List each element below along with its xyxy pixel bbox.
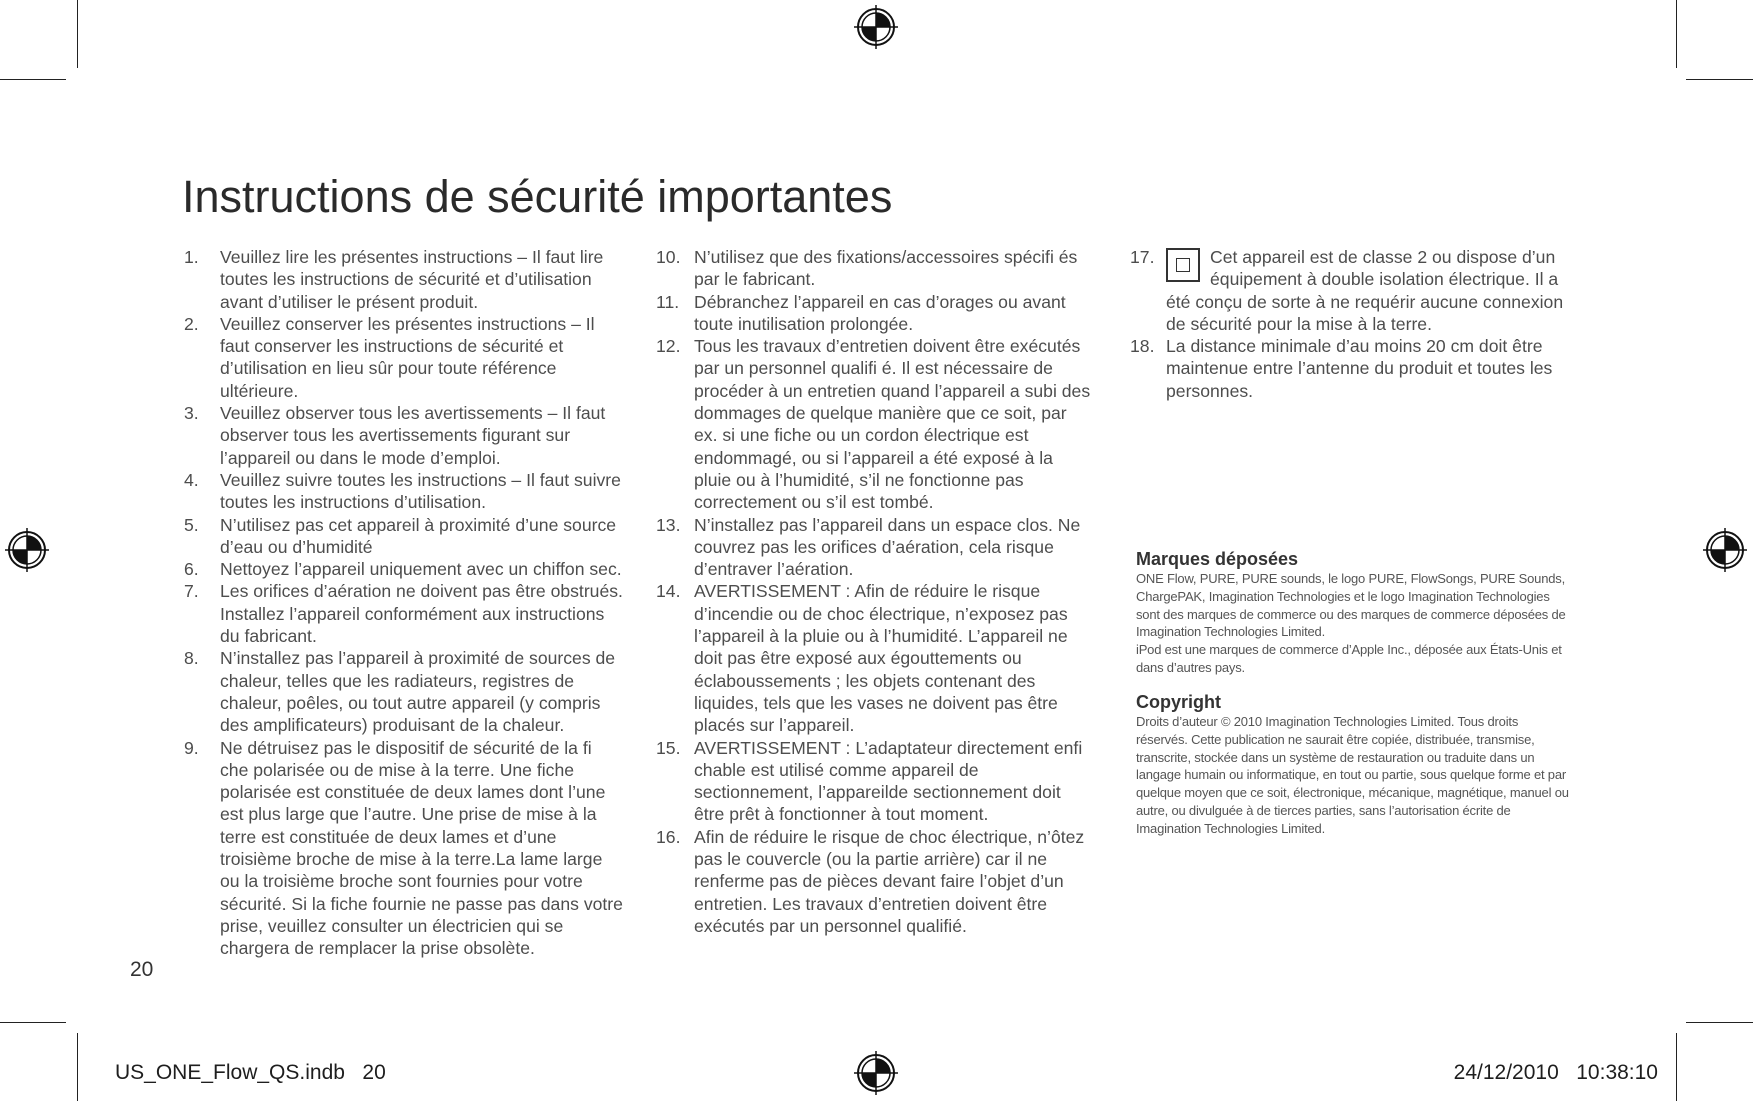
item-number: 16. <box>656 826 681 847</box>
page-title: Instructions de sécurité importantes <box>182 171 893 222</box>
item-number: 8. <box>184 648 199 669</box>
item-text: N’installez pas l’appareil dans un espace clos. Ne couvrez pas les orifices d’aération, cela risque d’entraver l’aération. <box>694 514 1081 580</box>
registration-mark-icon <box>854 5 898 49</box>
instructions-column-1 <box>184 246 624 960</box>
list-item <box>656 826 1092 937</box>
instructions-column-3 <box>1130 246 1570 402</box>
copyright-text: Droits d’auteur © 2010 Imagination Technologies Limited. Tous droits réservés. Cette publication ne saurait être copiée, distribuée, transmise, transcrite, stockée dans un système de restauration ou traduite dans un langage humain ou informatique, en tout ou partie, sous quelque forme et par quelque moyen que ce soit, électronique, mécanique, magnétique, manuel ou autre, ou divulguée à de tierces parties, sans l’autorisation écrite de Imagination Technologies Limited. <box>1136 714 1569 836</box>
crop-mark <box>0 1022 66 1023</box>
item-text: Ne détruisez pas le dispositif de sécurité de la fi che polarisée ou de mise à la terre. Une fiche polarisée est constituée de deux lames dont l’une est plus large que l’autre. Une prise de mise à la terre est constituée de deux lames et d’une troisième broche de mise à la terre.La lame large ou la troisième broche sont fournies pour votre sécurité. Si la fiche fournie ne passe pas dans votre prise, veuillez consulter un électricien qui se chargera de remplacer la prise obsolète. <box>220 737 623 959</box>
instructions-column-2 <box>656 246 1092 937</box>
item-text: La distance minimale d’au moins 20 cm doit être maintenue entre l’antenne du produit et toutes les personnes. <box>1166 336 1553 401</box>
instruction-list <box>184 246 624 960</box>
item-text: Débranchez l’appareil en cas d’orages ou avant toute inutilisation prolongée. <box>694 291 1066 334</box>
crop-mark <box>1676 1033 1677 1101</box>
item-text: Veuillez observer tous les avertissements – Il faut observer tous les avertissements figurant sur l’appareil ou dans le mode d’emploi. <box>220 403 606 468</box>
instruction-list <box>1130 246 1570 402</box>
item-text: AVERTISSEMENT : L’adaptateur directement enfi chable est utilisé comme appareil de sectionnement, l’appareilde sectionnement doit être prêt à fonctionner à tout moment. <box>694 737 1083 825</box>
trademarks-heading: Marques déposées <box>1136 549 1299 569</box>
footer-filename: US_ONE_Flow_QS.indb 20 <box>115 1061 386 1084</box>
item-number: 17. <box>1130 247 1155 267</box>
item-number: 10. <box>656 247 681 267</box>
trademarks-ipod-text: iPod est une marques de commerce d’Apple Inc., déposée aux États-Unis et dans d’autres pays. <box>1136 642 1562 675</box>
item-number: 1. <box>184 247 199 267</box>
list-item <box>184 647 624 736</box>
registration-mark-icon <box>5 528 49 572</box>
list-item <box>184 558 624 580</box>
list-item <box>656 291 1092 336</box>
item-text: AVERTISSEMENT : Afin de réduire le risque d’incendie ou de choc électrique, n’exposez pas l’appareil à la pluie ou à l’humidité. L’appareil ne doit pas être exposé aux égouttements ou éclaboussements ; les objets contenant des liquides, tels que les vases ne doivent pas être placés sur l’appareil. <box>694 581 1068 736</box>
item-number: 14. <box>656 581 681 602</box>
item-number: 12. <box>656 336 681 357</box>
instruction-list <box>656 246 1092 937</box>
trademarks-section <box>1136 548 1570 677</box>
item-number: 11. <box>656 291 680 312</box>
item-number: 9. <box>184 737 199 758</box>
crop-mark <box>77 1033 78 1101</box>
item-number: 5. <box>184 514 199 535</box>
list-item <box>656 580 1092 736</box>
crop-mark <box>77 0 78 68</box>
list-item <box>184 313 624 402</box>
registration-mark-icon <box>1703 528 1747 572</box>
crop-mark <box>1686 1022 1753 1023</box>
item-number: 7. <box>184 581 199 602</box>
page-number: 20 <box>130 958 154 981</box>
item-number: 15. <box>656 737 681 758</box>
item-number: 4. <box>184 469 199 490</box>
copyright-section <box>1136 691 1570 838</box>
item-text: Veuillez lire les présentes instructions – Il faut lire toutes les instructions de sécurité et d’utilisation avant d’utiliser le présent produit. <box>220 247 604 312</box>
item-text: Afin de réduire le risque de choc électrique, n’ôtez pas le couvercle (ou la partie arrière) car il ne renferme pas de pièces devant faire l’objet d’un entretien. Les travaux d’entretien doivent être exécutés par un personnel qualifié. <box>694 826 1085 936</box>
list-item <box>184 737 624 960</box>
list-item <box>656 514 1092 581</box>
item-number: 6. <box>184 559 199 580</box>
list-item <box>656 246 1092 291</box>
item-text: Veuillez suivre toutes les instructions – Il faut suivre toutes les instructions d’utilisation. <box>220 469 621 513</box>
list-item <box>1130 246 1570 335</box>
item-text: N’installez pas l’appareil à proximité de sources de chaleur, telles que les radiateurs, registres de chaleur, poêles, ou tout autre appareil (y compris des amplificateurs) produisant de la chaleur. <box>220 648 616 736</box>
item-text: N’utilisez que des fixations/accessoires spécifi és par le fabricant. <box>694 247 1078 290</box>
crop-mark <box>0 79 66 80</box>
double-square-icon <box>1166 248 1200 282</box>
list-item <box>656 737 1092 826</box>
list-item <box>184 246 624 313</box>
list-item <box>656 335 1092 513</box>
item-number: 18. <box>1130 336 1155 357</box>
item-text: Nettoyez l’appareil uniquement avec un chiffon sec. <box>220 559 622 580</box>
item-text: Cet appareil est de classe 2 ou dispose d’un équipement à double isolation électrique. Il a été conçu de sorte à ne requérir aucune connexion de sécurité pour la mise à la terre. <box>1166 247 1564 334</box>
item-text: Veuillez conserver les présentes instructions – Il faut conserver les instructions de sécurité et d’utilisation en lieu sûr pour toute référence ultérieure. <box>220 313 595 401</box>
item-number: 3. <box>184 403 199 424</box>
registration-mark-icon <box>854 1051 898 1095</box>
item-number: 13. <box>656 514 681 535</box>
crop-mark <box>1686 79 1753 80</box>
trademarks-text: ONE Flow, PURE, PURE sounds, le logo PURE, FlowSongs, PURE Sounds, ChargePAK, Imagination Technologies et le logo Imagination Technologies sont des marques de commerce ou des marques de commerce déposées de Imagination Technologies Limited. <box>1136 571 1566 640</box>
crop-mark <box>1676 0 1677 68</box>
copyright-heading: Copyright <box>1136 692 1221 712</box>
footer-datetime: 24/12/2010 10:38:10 <box>1453 1061 1658 1084</box>
item-text: N’utilisez pas cet appareil à proximité d’une source d’eau ou d’humidité <box>220 514 617 557</box>
list-item <box>184 469 624 514</box>
list-item <box>184 514 624 559</box>
item-number: 2. <box>184 313 199 334</box>
list-item <box>184 402 624 469</box>
list-item <box>184 580 624 647</box>
item-text: Les orifices d’aération ne doivent pas être obstrués. Installez l’appareil conformément aux instructions du fabricant. <box>220 581 623 647</box>
item-text: Tous les travaux d’entretien doivent être exécutés par un personnel qualifi é. Il est nécessaire de procéder à un entretien quand l’appareil a subi des dommages de quelque manière que ce soit, par ex. si une fiche ou un cordon électrique est endommagé, ou si l’appareil a été exposé à la pluie ou à l’humidité, s’il ne fonctionne pas correctement ou s’il est tombé. <box>694 336 1091 513</box>
list-item <box>1130 335 1570 402</box>
